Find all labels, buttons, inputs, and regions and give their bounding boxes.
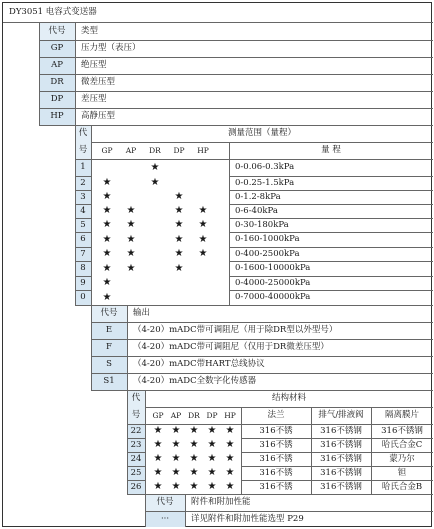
s3-row-label: （4-20）mADC全数字化传感器 [133, 376, 257, 387]
star-mark: ★ [102, 262, 112, 274]
s2-type-col: DP [173, 145, 185, 155]
star-mark: ★ [153, 467, 163, 478]
s4-row-diaphragm: 哈氏合金C [381, 439, 423, 450]
star-mark: ★ [102, 291, 112, 303]
s2-row-code: 9 [75, 276, 91, 290]
s4-row-flange: 316不锈 [259, 453, 293, 464]
s3-output-header: 输出 [133, 308, 151, 319]
s4-row-diaphragm: 蒙乃尔 [389, 453, 415, 464]
s2-type-col: GP [101, 145, 113, 155]
star-mark: ★ [174, 205, 184, 216]
star-mark: ★ [189, 439, 199, 450]
s2-row-range: 0-400-2500kPa [235, 248, 300, 259]
star-mark: ★ [102, 248, 112, 259]
star-mark: ★ [150, 161, 160, 173]
star-mark: ★ [207, 453, 217, 464]
star-mark: ★ [153, 453, 163, 464]
s2-row-range: 0-6-40kPa [235, 205, 278, 216]
s1-row-label: 压力型（表压） [81, 43, 141, 54]
star-mark: ★ [171, 425, 181, 436]
s4-flange-header: 法兰 [267, 410, 285, 421]
star-mark: ★ [153, 481, 163, 492]
s2-row-range: 0-1600-10000kPa [235, 263, 311, 274]
star-mark: ★ [102, 233, 112, 245]
s2-type-col: DR [149, 145, 161, 155]
s2-row-range: 0-0.25-1.5kPa [235, 177, 295, 188]
s4-row-code: 26 [127, 480, 145, 494]
s2-row-range: 0-4000-25000kPa [235, 277, 311, 288]
s3-row-label: （4-20）mADC带可调阻尼（仅用于DR微差压型） [133, 342, 329, 353]
star-mark: ★ [126, 248, 136, 259]
star-mark: ★ [126, 262, 136, 274]
star-mark: ★ [102, 277, 112, 288]
s4-code-header-2: 号 [127, 407, 145, 424]
star-mark: ★ [150, 177, 160, 188]
selection-table [2, 2, 432, 527]
s2-row-code: 1 [75, 159, 91, 176]
s4-row-vent: 316不锈钢 [320, 425, 362, 436]
star-mark: ★ [171, 453, 181, 464]
s1-code-header: 代号 [39, 22, 75, 40]
s5-value: 详见附件和附加性能选型 P29 [191, 513, 304, 524]
s4-row-flange: 316不锈 [259, 425, 293, 436]
s3-row-code: E [91, 322, 127, 339]
star-mark: ★ [174, 262, 184, 274]
table-title: DY3051 电容式变送器 [9, 7, 97, 18]
s5-header: 附件和附加性能 [191, 497, 251, 508]
s5-code: ··· [145, 511, 185, 527]
star-mark: ★ [102, 177, 112, 188]
s4-row-diaphragm: 哈氏合金B [381, 481, 423, 492]
s4-type-col: DP [206, 410, 218, 420]
s4-row-code: 25 [127, 466, 145, 480]
star-mark: ★ [174, 219, 184, 230]
s2-type-col: AP [125, 145, 137, 155]
star-mark: ★ [207, 439, 217, 450]
star-mark: ★ [198, 205, 208, 216]
star-mark: ★ [189, 425, 199, 436]
star-mark: ★ [225, 467, 235, 478]
star-mark: ★ [225, 453, 235, 464]
s3-row-label: （4-20）mADC带可调阻尼（用于除DR型以外型号） [133, 325, 338, 336]
star-mark: ★ [126, 233, 136, 245]
s3-row-code: F [91, 339, 127, 356]
s1-row-code: DP [39, 91, 75, 108]
s1-type-header: 类型 [81, 25, 99, 36]
s2-row-range: 0-0.06-0.3kPa [235, 162, 295, 173]
s4-code-header-1: 代 [127, 390, 145, 407]
s2-range-header: 测量范围（量程） [227, 128, 296, 139]
s4-row-vent: 316不锈钢 [320, 481, 362, 492]
s2-row-code: 6 [75, 232, 91, 247]
s4-type-col: GP [152, 410, 164, 420]
star-mark: ★ [189, 467, 199, 478]
s4-diaphragm-header: 隔离膜片 [384, 410, 419, 421]
s3-row-label: （4-20）mADC带HART总线协议 [133, 359, 265, 370]
star-mark: ★ [207, 481, 217, 492]
star-mark: ★ [225, 439, 235, 450]
s2-row-code: 4 [75, 204, 91, 218]
star-mark: ★ [189, 453, 199, 464]
star-mark: ★ [102, 191, 112, 202]
star-mark: ★ [198, 219, 208, 230]
s1-row-label: 微差压型 [81, 77, 116, 88]
star-mark: ★ [174, 248, 184, 259]
s4-row-vent: 316不锈钢 [320, 439, 362, 450]
s1-row-code: HP [39, 108, 75, 125]
star-mark: ★ [153, 425, 163, 436]
star-mark: ★ [225, 481, 235, 492]
s2-row-code: 8 [75, 261, 91, 276]
star-mark: ★ [102, 205, 112, 216]
s4-material-header: 结构材料 [271, 393, 306, 404]
s4-row-code: 22 [127, 424, 145, 438]
star-mark: ★ [153, 439, 163, 450]
s2-row-code: 7 [75, 247, 91, 261]
s4-row-code: 23 [127, 438, 145, 452]
s1-row-code: AP [39, 57, 75, 74]
s4-row-flange: 316不锈 [259, 481, 293, 492]
s1-row-code: DR [39, 74, 75, 91]
s2-code-header-2: 号 [75, 142, 91, 159]
star-mark: ★ [126, 205, 136, 216]
star-mark: ★ [189, 481, 199, 492]
s4-row-diaphragm: 316不锈钢 [381, 425, 423, 436]
star-mark: ★ [102, 219, 112, 230]
s2-row-range: 0-160-1000kPa [235, 234, 300, 245]
s2-row-range: 0-1.2-8kPa [235, 191, 281, 202]
s1-row-label: 差压型 [81, 94, 107, 105]
star-mark: ★ [171, 439, 181, 450]
star-mark: ★ [126, 219, 136, 230]
s4-row-diaphragm: 钽 [397, 467, 407, 478]
s2-row-code: 5 [75, 218, 91, 232]
star-mark: ★ [207, 467, 217, 478]
s3-code-header: 代号 [91, 305, 127, 322]
s1-row-code: GP [39, 40, 75, 57]
s2-type-col: HP [197, 145, 209, 155]
s1-row-label: 绝压型 [81, 60, 107, 71]
star-mark: ★ [207, 425, 217, 436]
s2-row-code: 0 [75, 290, 91, 305]
star-mark: ★ [225, 425, 235, 436]
s1-row-label: 高静压型 [81, 111, 116, 122]
s4-vent-header: 排气/排液阀 [318, 410, 364, 421]
s4-type-col: HP [224, 410, 236, 420]
star-mark: ★ [198, 233, 208, 245]
star-mark: ★ [198, 248, 208, 259]
s2-row-range: 0-7000-40000kPa [235, 292, 311, 303]
s4-row-flange: 316不锈 [259, 467, 293, 478]
s4-type-col: AP [170, 410, 182, 420]
s2-row-code: 3 [75, 190, 91, 204]
s2-row-code: 2 [75, 176, 91, 190]
s2-row-range: 0-30-180kPa [235, 219, 289, 230]
star-mark: ★ [174, 191, 184, 202]
star-mark: ★ [171, 467, 181, 478]
s4-row-vent: 316不锈钢 [320, 467, 362, 478]
s4-type-col: DR [188, 410, 200, 420]
s3-row-code: S1 [91, 373, 127, 390]
s4-row-flange: 316不锈 [259, 439, 293, 450]
s4-row-vent: 316不锈钢 [320, 453, 362, 464]
s3-row-code: S [91, 356, 127, 373]
s2-range-col-header: 量 程 [321, 145, 341, 156]
s4-row-code: 24 [127, 452, 145, 466]
star-mark: ★ [174, 233, 184, 245]
s2-code-header-1: 代 [75, 125, 91, 142]
s5-code-header: 代号 [145, 494, 185, 511]
star-mark: ★ [171, 481, 181, 492]
